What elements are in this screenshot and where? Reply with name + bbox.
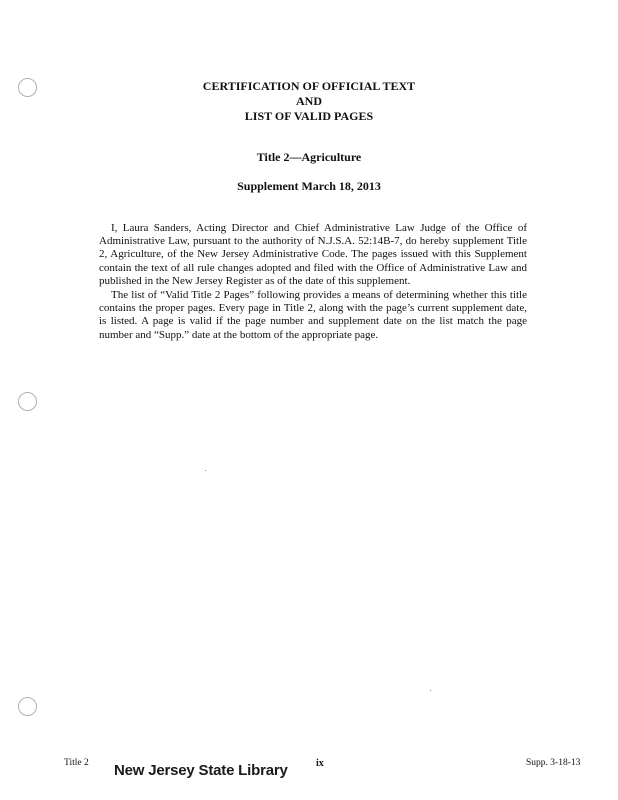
scan-speck [205,470,206,471]
title-heading: Title 2—Agriculture [256,150,362,164]
certification-paragraph: I, Laura Sanders, Acting Director and Chief Administrative Law Judge of the Office of Administrative Law, pursuant to the authority of N.J.S.A. 52:14B-7, do hereby supplement Title 2, Agriculture, of the New Jersey Administrative Code. The pages issued with this Supplement contain the text of all rule changes adopted and filed with the Office of Administrative Law and published in the New Jersey Register as of the date of this supplement. [99,222,527,287]
library-stamp: New Jersey State Library [114,762,288,779]
valid-pages-paragraph: The list of “Valid Title 2 Pages” following provides a means of determining whether this title contains the proper pages. Every page in Title 2, along with the page’s current supplement date, is listed. A page is valid if the page number and supplement date on the list match the page number and “Supp.” date at the bottom of the appropriate page. [99,289,527,341]
certification-heading-and: AND [296,94,322,108]
certification-heading: CERTIFICATION OF OFFICIAL TEXT [202,79,416,93]
valid-pages-heading: LIST OF VALID PAGES [244,109,374,123]
page-number: ix [316,758,324,769]
footer-title: Title 2 [64,758,89,768]
scan-speck [430,690,431,691]
supplement-date-footer: Supp. 3-18-13 [526,758,581,768]
supplement-date-heading: Supplement March 18, 2013 [237,179,381,193]
punch-hole [18,392,37,411]
punch-hole [18,697,37,716]
